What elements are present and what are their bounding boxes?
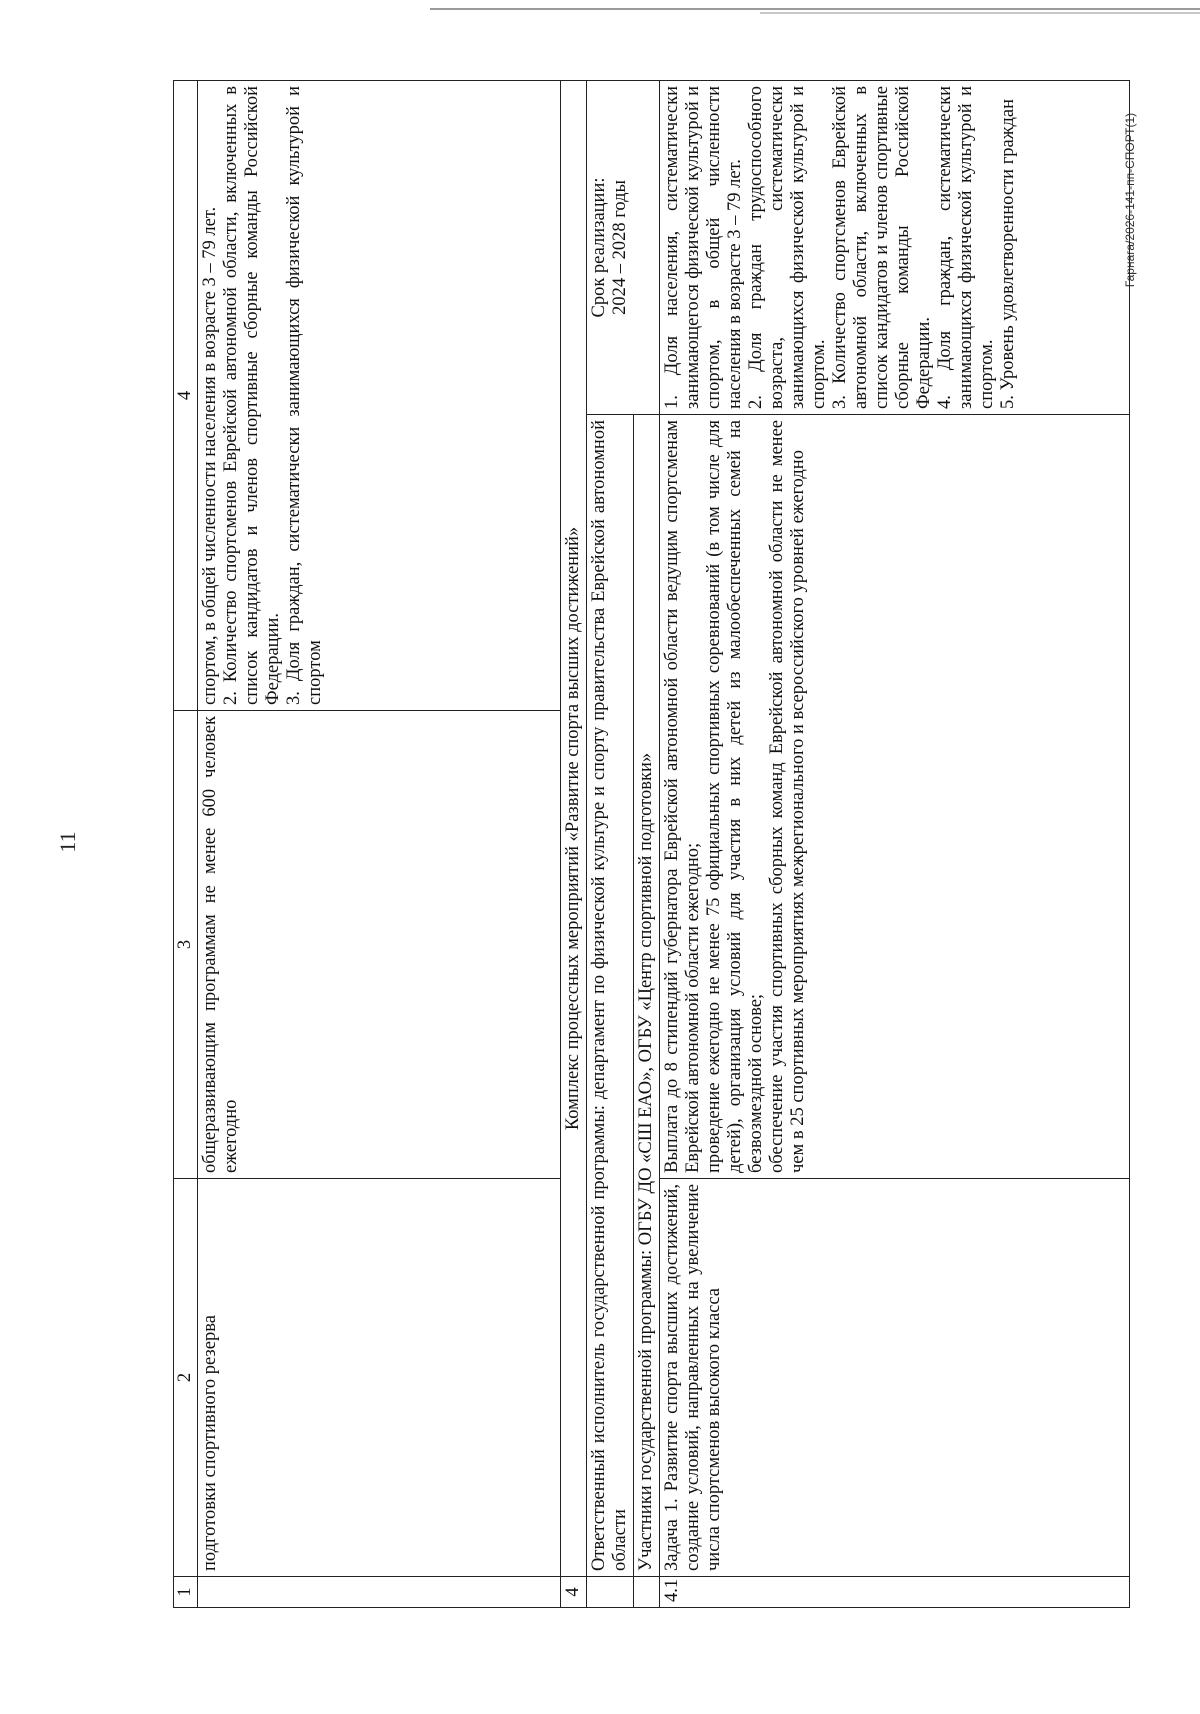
document-footer-code: Гарнага/2026-141-пп-СПОРТ(1) xyxy=(1123,112,1137,288)
participants-number-cell xyxy=(634,1577,660,1608)
task-row xyxy=(660,81,1130,1608)
task-indicators-cell xyxy=(660,81,1130,415)
top-scan-line-secondary xyxy=(760,12,1200,14)
column-header-4: 4 xyxy=(174,81,198,711)
indicator-line: 4. Доля граждан, систематически занимающихся физической культурой и спортом. xyxy=(935,86,997,409)
responsible-number-cell xyxy=(587,1577,634,1608)
task-results-cell xyxy=(660,415,1130,1179)
page-number: 11 xyxy=(55,831,80,853)
rotated-table-container xyxy=(173,81,1110,1608)
term-value: 2024 – 2028 годы xyxy=(610,180,630,315)
continuation-result-cell: общеразвивающим программам не менее 600 человек ежегодно xyxy=(198,711,561,1179)
indicator-line: 2. Количество спортсменов Еврейской автономной области, включенных в список кандидатов и членов спортивные сборные команды Российской Федерации. xyxy=(221,86,283,705)
continuation-row xyxy=(198,81,561,1608)
indicator-line: спортом, в общей численности населения в возрасте 3 – 79 лет. xyxy=(200,206,220,705)
responsible-row xyxy=(587,81,634,1608)
column-header-3: 3 xyxy=(174,711,198,1179)
column-header-row xyxy=(174,81,198,1608)
section-number: 4 xyxy=(561,1577,587,1608)
column-header-2: 2 xyxy=(174,1179,198,1577)
program-table xyxy=(173,80,1130,1608)
continuation-number-cell xyxy=(198,1577,561,1608)
task-description: Задача 1. Развитие спорта высших достижений, создание условий, направленных на увеличение числа спортсменов высокого класса xyxy=(660,1179,1130,1577)
indicator-line: 5. Уровень удовлетворенности граждан xyxy=(998,98,1018,409)
task-number: 4.1 xyxy=(660,1577,1130,1608)
result-line: обеспечение участия спортивных сборных команд Еврейской автономной области не менее чем в 25 спортивных мероприятиях межрегионального и всероссийского уровней ежегодно xyxy=(767,420,808,1173)
top-scan-line xyxy=(430,8,1200,10)
section-title-row xyxy=(561,81,587,1608)
column-header-1: 1 xyxy=(174,1577,198,1608)
indicator-line: 3. Доля граждан, систематически занимающихся физической культурой и спортом xyxy=(284,86,325,705)
program-participants: Участники государственной программы: ОГБУ ДО «СШ ЕАО», ОГБУ «Центр спортивной подготовки» xyxy=(634,415,660,1577)
continuation-task-cell: подготовки спортивного резерва xyxy=(198,1179,561,1577)
continuation-indicator-cell xyxy=(198,81,561,711)
result-line: проведение ежегодно не менее 75 официальных спортивных соревнований (в том числе для детей), организация условий для участия в них детей из малообеспеченных семей на безвозмездной основе; xyxy=(704,420,766,1173)
term-label: Срок реализации: xyxy=(589,177,609,318)
indicator-line: 3. Количество спортсменов Еврейской автономной области, включенных в список кандидатов и членов спортивные сборные команды Российской Федерации. xyxy=(830,86,934,409)
responsible-executor: Ответственный исполнитель государственной программы: департамент по физической культуре и спорту правительства Еврейской автономной области xyxy=(587,415,634,1577)
result-line: Выплата до 8 стипендий губернатора Еврейской автономной области ведущим спортсменам Еврейской автономной области ежегодно; xyxy=(662,420,703,1173)
indicator-line: 2. Доля граждан трудоспособного возраста, систематически занимающихся физической культурой и спортом. xyxy=(746,86,829,409)
implementation-term-cell xyxy=(587,81,660,415)
section-title: Комплекс процессных мероприятий «Развитие спорта высших достижений» xyxy=(561,81,587,1577)
indicator-line: 1. Доля населения, систематически занимающегося физической культурой и спортом, в общей численности населения в возрасте 3 – 79 лет. xyxy=(662,86,745,409)
